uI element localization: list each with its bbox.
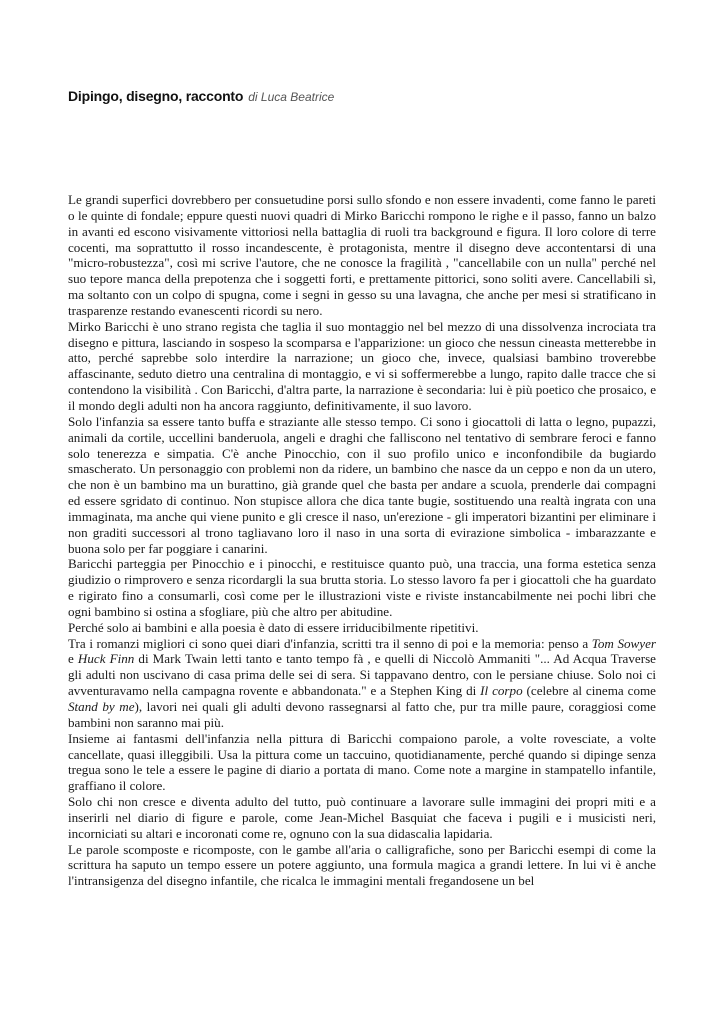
- book-title-il-corpo: Il corpo: [480, 683, 523, 699]
- paragraph-9: Le parole scomposte e ricomposte, con le gambe all'aria o calligrafiche, sono per Baricchi esempi di come la scrittura ha saputo un tempo essere un potere aggiunto, una formula magica a grandi lettere. In lui vi è anche l'intransigenza del disegno infantile, che ricalca le immagini mentali fregandosene un bel: [68, 841, 656, 889]
- book-title-huck-finn: Huck Finn: [77, 651, 135, 667]
- book-title-tom-sowyer: Tom Sowyer: [591, 635, 656, 651]
- paragraph-8: Solo chi non cresce e diventa adulto del tutto, può continuare a lavorare sulle immagini dei propri miti e a inserirli nel diario di figure e parole, come Jean-Michel Basquiat che faceva i pugili e i musicisti neri, incorniciati su altari e incoronati come re, ognuno con la sua didascalia lapidaria.: [68, 794, 656, 841]
- article-author: di Luca Beatrice: [248, 90, 335, 104]
- paragraph-6-text-a: Tra i romanzi migliori ci sono quei diari d'infanzia, scritti tra il senno di poi e la memoria: penso a: [68, 635, 592, 651]
- paragraph-4: Baricchi parteggia per Pinocchio e i pinocchi, e restituisce quanto può, una traccia, una forma estetica senza giudizio o rimprovero e senza ricordargli la sua brutta storia. Lo stesso lavoro fa per i giocattoli che ha guardato e rigirato fino a consumarli, così come per le illustrazioni viste e riviste instancabilmente nei pochi libri che ogni bambino si ostina a sfogliare, più che altro per abitudine.: [68, 556, 656, 619]
- paragraph-6-text-e: di Mark Twain letti tanto e tanto tempo fà , e quelli di Niccolò Ammaniti "... Ad Acqua Traverse gli adulti non uscivano di casa prima delle sei di sera. Si tappavano dentro, con le persiane chiuse. Solo noi ci avventuravamo nella campagna rovente e abbandonata." e a Stephen King di: [68, 651, 656, 699]
- article-title: Dipingo, disegno, racconto: [68, 88, 244, 104]
- paragraph-6-text-i: ), lavori nei quali gli adulti devono rassegnarsi al fatto che, pur tra mille paure, coraggiosi come bambini non saranno mai più.: [68, 699, 656, 730]
- article-header: [68, 88, 334, 106]
- paragraph-5: Perché solo ai bambini e alla poesia è dato di essere irriducibilmente ripetitivi.: [68, 619, 479, 635]
- paragraph-3: Solo l'infanzia sa essere tanto buffa e straziante alle stesso tempo. Ci sono i giocattoli di latta o legno, pupazzi, animali da cortile, uccellini banderuola, angeli e draghi che falliscono nel tentativo di sembrare feroci e fanno solo tenerezza e simpatia. C'è anche Pinocchio, con il suo profilo unico e inconfondibile da bugiardo smascherato. Un personaggio con problemi non da ridere, un bambino che nasce da un ceppo e non da un utero, che non è un bambino ma un burattino, già grande quel che basta per andare a scuola, prenderle dai compagni ed essere sgridato di continuo. Non stupisce allora che dica tante bugie, sostituendo una realtà ingrata con una immaginata, ma anche qui viene punito e gli cresce il naso, un'erezione - gli imperatori bizantini per eliminare i non graditi successori al trono tagliavano loro il naso in una sorta di evirazione simbolica - imbarazzante e buona solo per far poggiare i canarini.: [68, 413, 656, 556]
- paragraph-6: [68, 636, 656, 731]
- paragraph-2: Mirko Baricchi è uno strano regista che taglia il suo montaggio nel bel mezzo di una dissolvenza incrociata tra disegno e pittura, lasciando in sospeso la scomparsa e l'apparizione: un gioco che nessun cineasta metterebbe in atto, perché saprebbe solo interdire la narrazione; un gioco che, invece, qualsiasi bambino troverebbe affascinante, seduto dietro una centralina di montaggio, e vi si soffermerebbe a lungo, rapito dalle tracce che si contendono la visibilità . Con Baricchi, d'altra parte, la narrazione è secondaria: lui è più poetico che prosaico, e il mondo degli adulti non ha ancora raggiunto, definitivamente, il suo lavoro.: [68, 318, 656, 413]
- paragraph-6-text-g: (celebre al cinema come: [522, 683, 656, 699]
- paragraph-7: Insieme ai fantasmi dell'infanzia nella pittura di Baricchi compaiono parole, a volte rovesciate, a volte cancellate, quasi illeggibili. Usa la pittura come un taccuino, quotidianamente, perché quando si dipinge senza tregua sono le tele a essere le pagine di diario a portata di mano. Come note a margine in stampatello infantile, graffiano il colore.: [68, 730, 656, 794]
- paragraph-1: Le grandi superfici dovrebbero per consuetudine porsi sullo sfondo e non essere invadenti, come fanno le pareti o le quinte di fondale; eppure questi nuovi quadri di Mirko Baricchi rompono le righe e il passo, fanno un balzo in avanti ed escono visivamente vittoriosi nella battaglia di ruoli tra background e figura. Il loro colore di terre cocenti, ma soprattutto il rosso incandescente, è protagonista, mentre il disegno deve accontentarsi di una "micro-robustezza", così mi scrive l'autore, che ne conosce la fragilità , "cancellabile con un nulla" perché nel suo tepore manca della prepotenza che i soggetti forti, e prettamente pittorici, sono soliti avere. Cancellabili sì, ma soltanto con un colpo di spugna, come i segni in gesso su una lavagna, che anche per mesi si stratificano in trasparenze restando evanescenti ricordi su nero.: [68, 192, 656, 318]
- paragraph-6-text-c: e: [68, 651, 78, 667]
- article-body: [68, 192, 656, 889]
- film-title-stand-by-me: Stand by me: [68, 699, 135, 714]
